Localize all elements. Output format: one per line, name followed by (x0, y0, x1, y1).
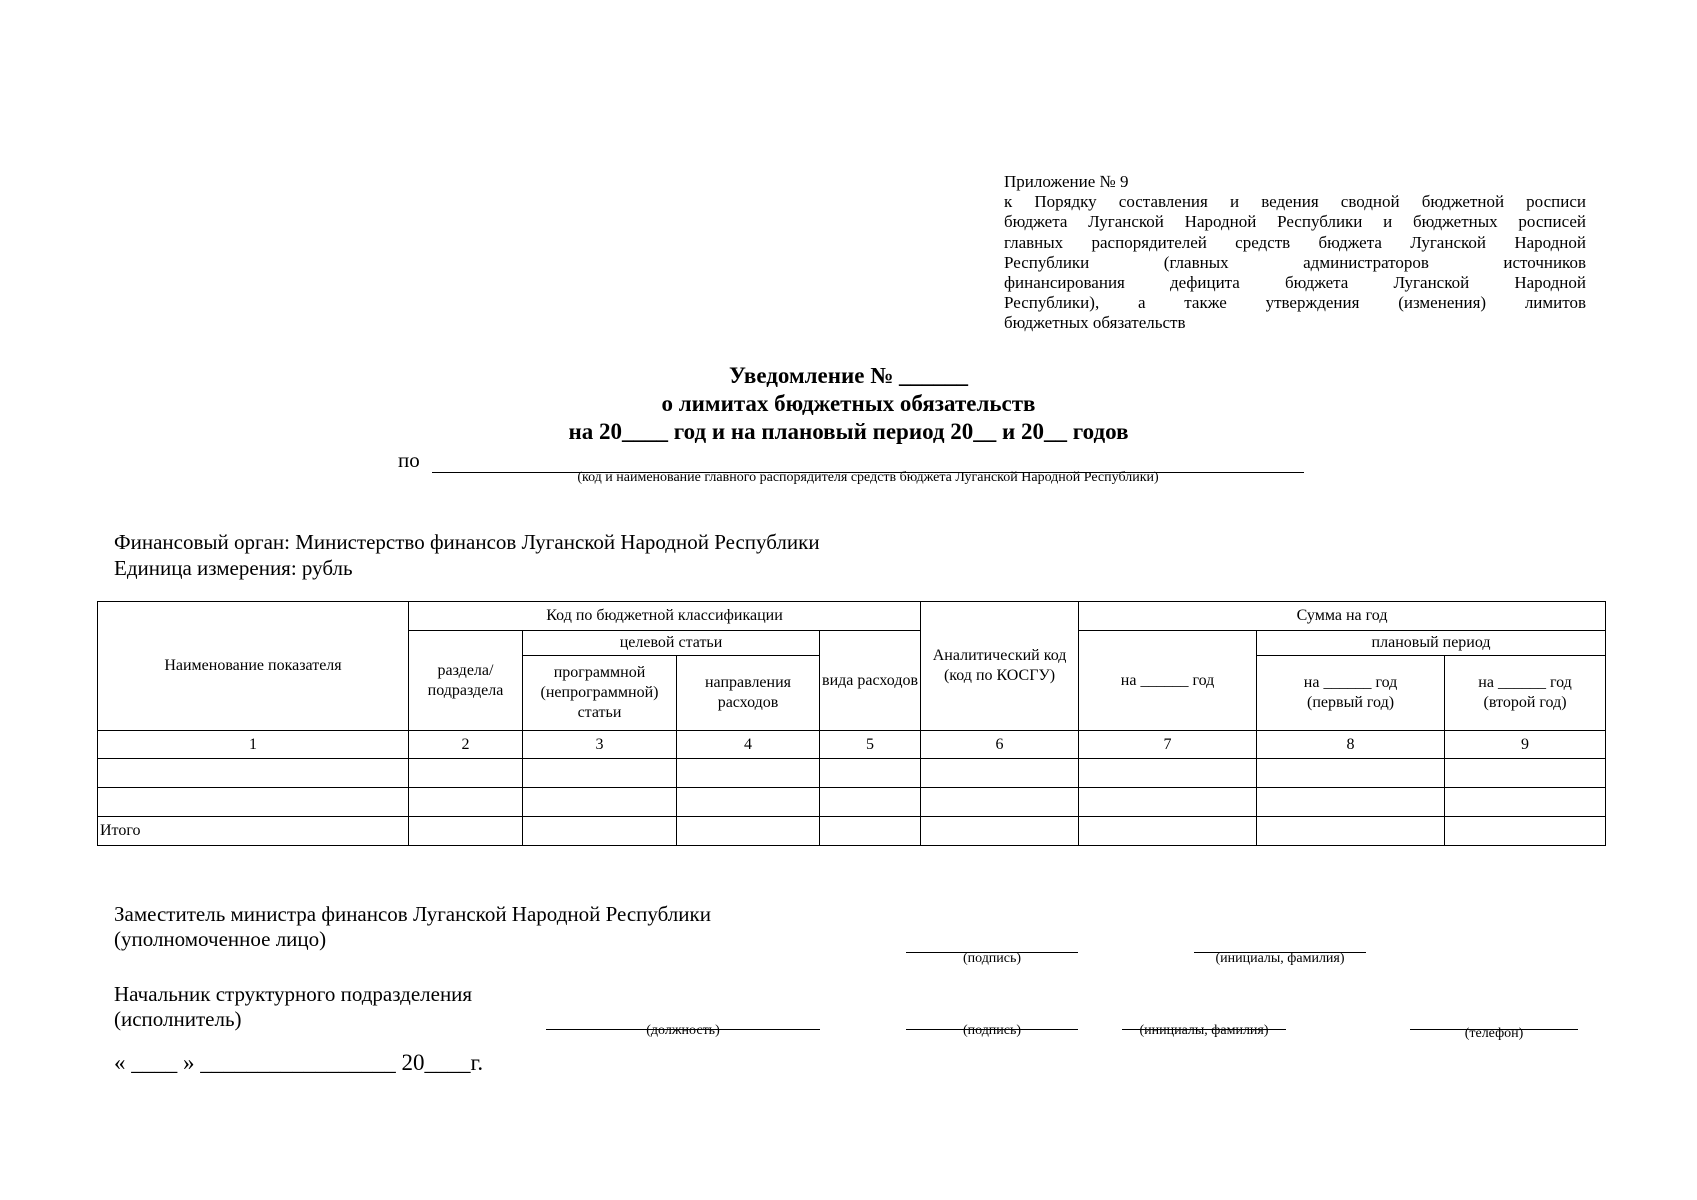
header-second-year (1445, 656, 1606, 731)
appendix-number: Приложение № 9 (1004, 172, 1129, 191)
table-cell[interactable] (1445, 817, 1606, 846)
header-second-year-label: на ______ год (1478, 674, 1572, 691)
head-title: Начальник структурного подразделения (114, 982, 473, 1006)
table-cell[interactable] (921, 788, 1079, 817)
head-signature-caption: (подпись) (962, 1023, 1022, 1038)
table-cell[interactable] (523, 817, 677, 846)
deputy-authorized: (уполномоченное лицо) (114, 927, 327, 951)
table-cell[interactable] (1257, 788, 1445, 817)
table-cell[interactable] (677, 759, 820, 788)
column-number: 6 (921, 731, 1079, 759)
header-first-year-label: на ______ год (1303, 674, 1398, 691)
document-title: Уведомление № ______ (728, 363, 969, 388)
table-cell[interactable] (1079, 817, 1257, 846)
table-cell[interactable] (523, 788, 677, 817)
unit-of-measure: Единица измерения: рубль (114, 556, 353, 580)
limits-table (97, 601, 1606, 846)
phone-caption: (телефон) (1464, 1026, 1524, 1041)
deputy-title: Заместитель министра финансов Луганской Народной Республики (114, 902, 711, 926)
table-cell[interactable] (820, 817, 921, 846)
total-label: Итого (98, 817, 409, 846)
column-number: 1 (98, 731, 409, 759)
table-cell[interactable] (1079, 788, 1257, 817)
table-cell[interactable] (98, 759, 409, 788)
appendix-text-line: финансирования дефицита бюджета Луганской Народной (1004, 273, 1586, 293)
document-subtitle: о лимитах бюджетных обязательств (661, 391, 1036, 416)
deputy-signature-caption: (подпись) (962, 951, 1022, 966)
column-number: 7 (1079, 731, 1257, 759)
table-cell[interactable] (921, 759, 1079, 788)
table-cell[interactable] (1445, 759, 1606, 788)
table-cell[interactable] (677, 788, 820, 817)
header-sum-per-year: Сумма на год (1079, 602, 1606, 631)
column-number: 2 (409, 731, 523, 759)
table-cell[interactable] (820, 788, 921, 817)
table-cell[interactable] (677, 817, 820, 846)
po-caption: (код и наименование главного распорядителя средств бюджета Луганской Народной Республики) (577, 470, 1159, 485)
table-row (98, 788, 1606, 817)
header-program-article: программной (непрограммной) статьи (523, 656, 677, 731)
header-budget-code: Код по бюджетной классификации (409, 602, 921, 631)
table-cell[interactable] (1257, 759, 1445, 788)
table-cell[interactable] (921, 817, 1079, 846)
table-cell[interactable] (409, 817, 523, 846)
appendix-text-line: Республики (главных администраторов источников (1004, 252, 1586, 272)
table-cell[interactable] (409, 759, 523, 788)
date-line[interactable]: « ____ » _________________ 20____г. (114, 1050, 484, 1075)
total-row (98, 817, 1606, 846)
header-analytic-code: Аналитический код (код по КОСГУ) (921, 602, 1079, 731)
table-cell[interactable] (1257, 817, 1445, 846)
appendix-block (1004, 172, 1586, 334)
head-executor: (исполнитель) (114, 1007, 242, 1031)
table-row (98, 759, 1606, 788)
header-current-year: на ______ год (1079, 631, 1257, 731)
appendix-text-line: бюджета Луганской Народной Республики и бюджетных росписей (1004, 212, 1586, 232)
header-planning-period: плановый период (1257, 631, 1606, 656)
document-period: на 20____ год и на плановый период 20__ и 20__ годов (568, 419, 1129, 444)
table-cell[interactable] (409, 788, 523, 817)
header-first-year (1257, 656, 1445, 731)
appendix-text-line: бюджетных обязательств (1004, 313, 1186, 333)
column-number: 9 (1445, 731, 1606, 759)
column-number: 3 (523, 731, 677, 759)
column-number: 8 (1257, 731, 1445, 759)
deputy-initials-caption: (инициалы, фамилия) (1215, 951, 1345, 966)
appendix-text-line: Республики), а также утверждения (изменения) лимитов (1004, 293, 1586, 313)
table-cell[interactable] (1445, 788, 1606, 817)
table-cell[interactable] (1079, 759, 1257, 788)
appendix-text-line: главных распорядителей средств бюджета Луганской Народной (1004, 232, 1586, 252)
header-indicator-name: Наименование показателя (98, 602, 409, 731)
position-caption: (должность) (646, 1023, 720, 1038)
table-cell[interactable] (820, 759, 921, 788)
table-cell[interactable] (523, 759, 677, 788)
header-first-year-sub: (первый год) (1307, 694, 1395, 711)
column-number: 5 (820, 731, 921, 759)
head-initials-caption: (инициалы, фамилия) (1139, 1023, 1269, 1038)
financial-organ: Финансовый орган: Министерство финансов Луганской Народной Республики (114, 530, 820, 554)
header-second-year-sub: (второй год) (1483, 694, 1567, 711)
header-section: раздела/ подраздела (409, 631, 523, 731)
header-expense-direction: направления расходов (677, 656, 820, 731)
header-expense-kind: вида расходов (820, 631, 921, 731)
po-label: по (398, 448, 420, 472)
appendix-text-line: к Порядку составления и ведения сводной бюджетной росписи (1004, 192, 1586, 212)
column-number: 4 (677, 731, 820, 759)
table-cell[interactable] (98, 788, 409, 817)
header-target-article: целевой статьи (523, 631, 820, 656)
